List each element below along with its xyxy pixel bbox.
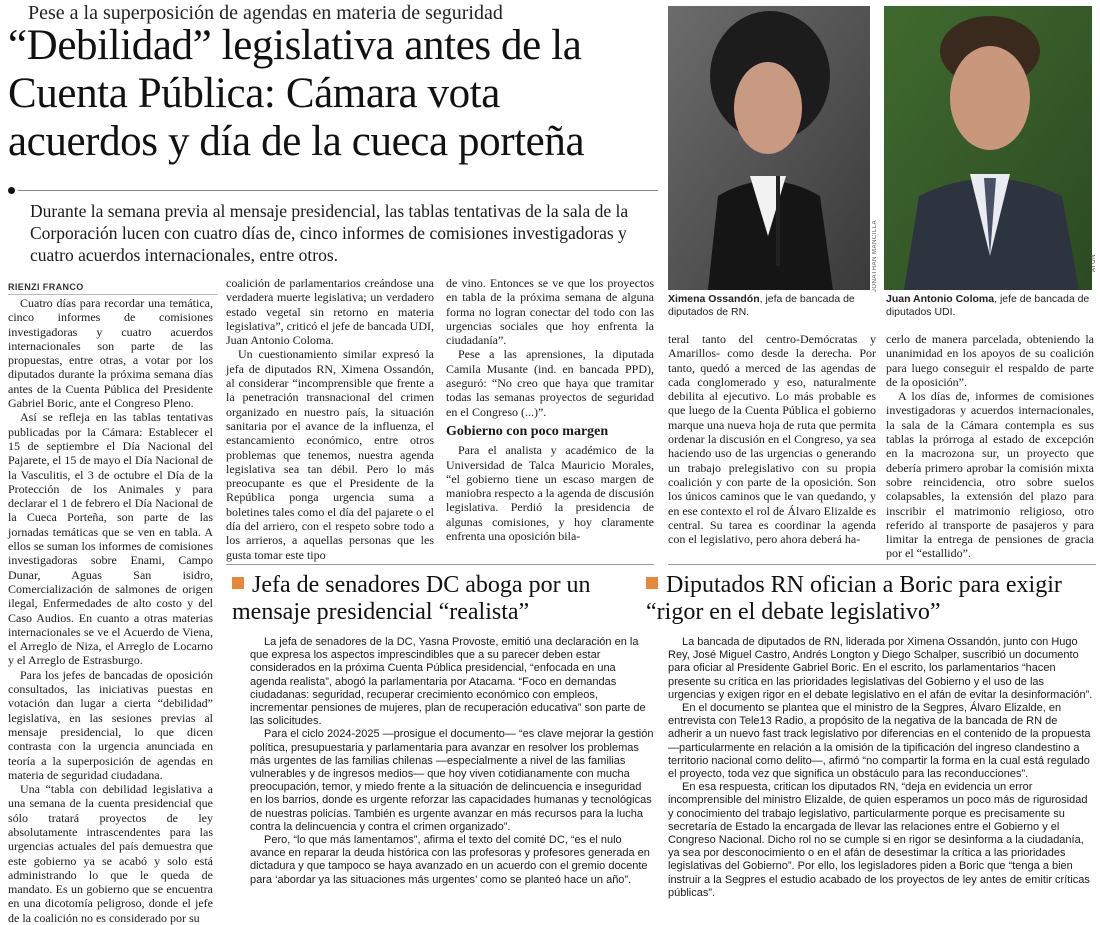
caption-name: Juan Antonio Coloma (886, 293, 995, 305)
accent-square-icon (232, 577, 244, 589)
box1-title-text: Jefa de senadores DC aboga por un mensaje presidencial “realista” (232, 572, 591, 625)
paragraph: A los días de, informes de comisiones investigadoras y acuerdos internacionales, la sala de la Cámara contempla es sus tablas la prórroga al estado de excepción en la macrozona sur, un proyecto que debería primero aprobar la comisión mixta sobre reincidencia, otro sobre suelos colapsables, la extensión del plazo para inscribir el matrimonio religioso, otro referido al transporte de pasajeros y para limitar la entrega de pensiones de gracia por el “estallido”. (886, 389, 1094, 561)
paragraph: Para el ciclo 2024-2025 —prosigue el documento— “es clave mejorar la gestión política, presupuestaria y parlamentaria para avanzar en resolver los problemas más urgentes de las familias chilenas —especialmente a nivel de las familias vulnerables y de ingresos medios— que hoy viven cotidianamente con mucha preocupación, temor, y miedo frente a la situación de delincuencia e inseguridad en los barrios, donde es urgente reforzar las capacidades humanas y tecnológicas de nuestras policías. También es urgente avanzar en más recursos para la lucha contra la delincuencia y contra el crimen organizado”. (250, 728, 654, 833)
paragraph: Pese a las aprensiones, la diputada Camila Musante (ind. en bancada PPD), aseguró: “No creo que haya que tramitar todas las semanas proyectos de seguridad en el Congreso (...)”. (446, 347, 654, 419)
subheading: Gobierno con poco margen (446, 423, 609, 439)
paragraph: teral tanto del centro-Demócratas y Amarillos- como desde la derecha. Por tanto, quedó a merced de las agendas de cada conglomerado y eso, naturalmente debilita al ejecutivo. Lo más probable es que luego de la Cuenta Pública el gobierno marque una nueva hoja de ruta que permita ordenar la discusión en el Congreso, ya sea haciendo uso de las urgencias o generando un trabajo prelegislativo con su propia coalición y con parte de la oposición. Son los únicos caminos que le van quedando, y en ese contexto el rol de Álvaro Elizalde es central. Su tarea es coordinar la agenda con el legislativo, pero ahora deberá ha- (668, 332, 876, 547)
box2-title (646, 572, 1096, 626)
box-divider (668, 564, 1096, 565)
article-byline: RIENZI FRANCO (8, 282, 218, 295)
caption-text: , jefa de bancada de diputados de RN. (668, 293, 855, 318)
paragraph: En esa respuesta, critican los diputados RN, “deja en evidencia un error incomprensible del ministro Elizalde, de quien esperamos un poco más de rigurosidad y conocimiento del trabajo legislativo, particularmente porque es precisamente su secretaría de Estado la encargada de llevar las relaciones entre el Gobierno y el Congreso Nacional. Dicho rol no se cumple si en rigor se desinforma a la ciudadanía, ya sea por desconocimiento o en el afán de desestimar la crítica a las prioridades legislativas del Gobierno”. Por ello, los legisladores piden a Boric que “tenga a bien instruir a la Segpres el estudio acabado de los proyectos de ley antes de emitir críticas públicas”. (668, 781, 1090, 899)
paragraph: La bancada de diputados de RN, liderada por Ximena Ossandón, junto con Hugo Rey, José Miguel Castro, Andrés Longton y Diego Schalper, suscribió un documento para oficiar al Presidente Gabriel Boric. En el escrito, los parlamentarios “hacen presente su crítica en las prioridades legislativas del Gobierno y el uso de las urgencias y exigen rigor en el debate legislativo en el afán de evitar la desinformación”. (668, 636, 1093, 701)
column-1 (8, 296, 213, 925)
coloma-portrait-image (884, 6, 1092, 290)
paragraph: coalición de parlamentarios creándose una verdadera muerte legislativa; un verdadero estado vegetal sin retorno en materia legislativa”, criticó el jefe de bancada UDI, Juan Antonio Coloma. (226, 276, 434, 348)
paragraph: de vino. Entonces se ve que los proyectos en tabla de la próxima semana de alguna forma no logran conectar del todo con las urgencias sociales que hoy enfrenta la ciudadanía”. (446, 276, 654, 348)
ossandon-portrait-image (668, 6, 870, 290)
paragraph: Un cuestionamiento similar expresó la jefa de diputados RN, Ximena Ossandón, al considerar “incomprensible que frente a la penetración transnacional del crimen organizado en nuestro país, la situación sanitaria por el avance de la influenza, el estancamiento económico, entre otros problemas que tenemos, nuestra agenda legislativa sea tan débil. Pero lo más preocupante es que el Presidente de la República ponga urgencia suma a boletines tales como el día del pajarete o el día del arriero, con el respeto sobre todo a los arrieros, a aquellas personas que les gusta tomar este tipo (226, 347, 434, 562)
headline-divider (8, 186, 658, 196)
photo-ossandon (668, 6, 870, 290)
caption-ossandon (668, 293, 878, 319)
paragraph: Para los jefes de bancadas de oposición consultados, las iniciativas puestas en votación dan lugar a cierta “debilidad” legislativa, en las sesiones previas al mensaje presidencial, lo que dicen contrasta con la urgencia anunciada en teoría a la superposición de agendas en materia de seguridad ciudadana. (8, 667, 213, 782)
box-divider (226, 564, 654, 565)
article-kicker: Pese a la superposición de agendas en materia de seguridad (28, 2, 503, 24)
box2-title-text: Diputados RN ofician a Boric para exigir “rigor en el debate legislativo” (646, 572, 1062, 625)
box1-title (232, 572, 652, 626)
paragraph: Pero, “lo que más lamentamos”, afirma el texto del comité DC, “es el nulo avance en reparar la deuda histórica con las profesoras y profesores generada en dictadura y que tampoco se haya avanzado en un acuerdo con el gremio docente para ‘abordar ya las situaciones más urgentes’ como se planteó hace un año”. (250, 834, 650, 886)
box2-body (668, 636, 1094, 899)
photo-coloma (884, 6, 1092, 290)
paragraph: Una “tabla con debilidad legislativa a una semana de la cuenta presidencial que sólo tratará proyectos de ley absolutamente intrascendentes para las urgencias actuales del país demuestra que este gobierno ya se acabó y solo está administrando lo que le queda de mandato. Es un gobierno que se encuentra en una dicotomía peligroso, donde el jefe de la coalición no es considerado por su (8, 782, 213, 925)
column-3 (446, 276, 654, 558)
paragraph: cerlo de manera parcelada, obteniendo la unanimidad en los apoyos de su coalición para luego conseguir el respaldo de parte de la oposición”. (886, 332, 1094, 389)
photo-credit-ossandon: JONATHAN MANCILLA (872, 220, 878, 293)
caption-text: , jefe de bancada de diputados UDI. (886, 293, 1090, 318)
column-2 (226, 276, 434, 562)
paragraph: Cuatro días para recordar una temática, cinco informes de comisiones investigadoras y cuatro acuerdos internacionales son parte de las propuestas, entre otras, a votar por los diputados durante la próxima semana días antes de la Cuenta Pública del Presidente Gabriel Boric, ante el Congreso Pleno. (8, 296, 213, 411)
article-headline: “Debilidad” legislativa antes de la Cuenta Pública: Cámara vota acuerdos y día de la cueca porteña (8, 22, 585, 165)
paragraph: En el documento se plantea que el ministro de la Segpres, Álvaro Elizalde, en entrevista con Tele13 Radio, a propósito de la negativa de la bancada de RN de adherir a un nuevo fast track legislativo por diferencias en el contenido de la propuesta —particularmente en relación a la omisión de la tipificación del ingreso clandestino a territorio nacional como delito—, afirmó “no compartir la forma en la cual está regulado el proyecto, toda vez que significa un obstáculo para las reconducciones”. (668, 702, 1091, 781)
column-4 (668, 332, 876, 558)
box1-body (250, 636, 654, 894)
caption-coloma (886, 293, 1098, 319)
caption-name: Ximena Ossandón (668, 293, 760, 305)
accent-square-icon (646, 577, 658, 589)
article-deck: Durante la semana previa al mensaje presidencial, las tablas tentativas de la sala de la Corporación lucen con cuatro días de, cinco informes de comisiones investigadoras y cuatro acuerdos internacionales, entre otros. (30, 201, 629, 265)
paragraph: Para el analista y académico de la Universidad de Talca Mauricio Morales, “el gobierno tiene un escaso margen de maniobra respecto a la agenda de discusión legislativa. Perdió la presidencia de algunas comisiones, y hoy claramente enfrenta una oposición bila- (446, 443, 654, 544)
photo-credit-coloma: ATON (1091, 254, 1097, 273)
column-5 (886, 332, 1094, 561)
paragraph: Así se refleja en las tablas tentativas publicadas por la Cámara: Establecer el 15 de septiembre el Día Nacional del Pajarete, el 15 de mayo el Día Nacional de la Vasculitis, el 3 de octubre el Día de la Protección de los Animales y para declarar el 1 de febrero el Día Nacional de la Cueca Porteña, son parte de las jornadas temáticas que se ven en tabla. A ellos se suman los informes de comisiones investigadoras sobre Enami, Campo Dunar, Aguas San isidro, Comercialización de salmones de origen ilegal, Enfermedades de alto costo y del Caso Audios. En cuanto a otras materias internacionales se ve el Acuerdo de Viena, el Arreglo de Niza, el Arreglo de Locarno y el Arreglo de Estrasburgo. (8, 410, 213, 668)
paragraph: La jefa de senadores de la DC, Yasna Provoste, emitió una declaración en la que expresa los aspectos imprescindibles que a su parecer deben estar considerados en la próxima Cuenta Pública presidencial, “enfocada en una agenda realista”, abogó la parlamentaria por Atacama. “Foco en demandas ciudadanas: seguridad, recuperar crecimiento económico con empleos, incrementar pensiones de mujeres, plan de recuperación educativa” son parte de las solicitudes. (250, 636, 646, 728)
